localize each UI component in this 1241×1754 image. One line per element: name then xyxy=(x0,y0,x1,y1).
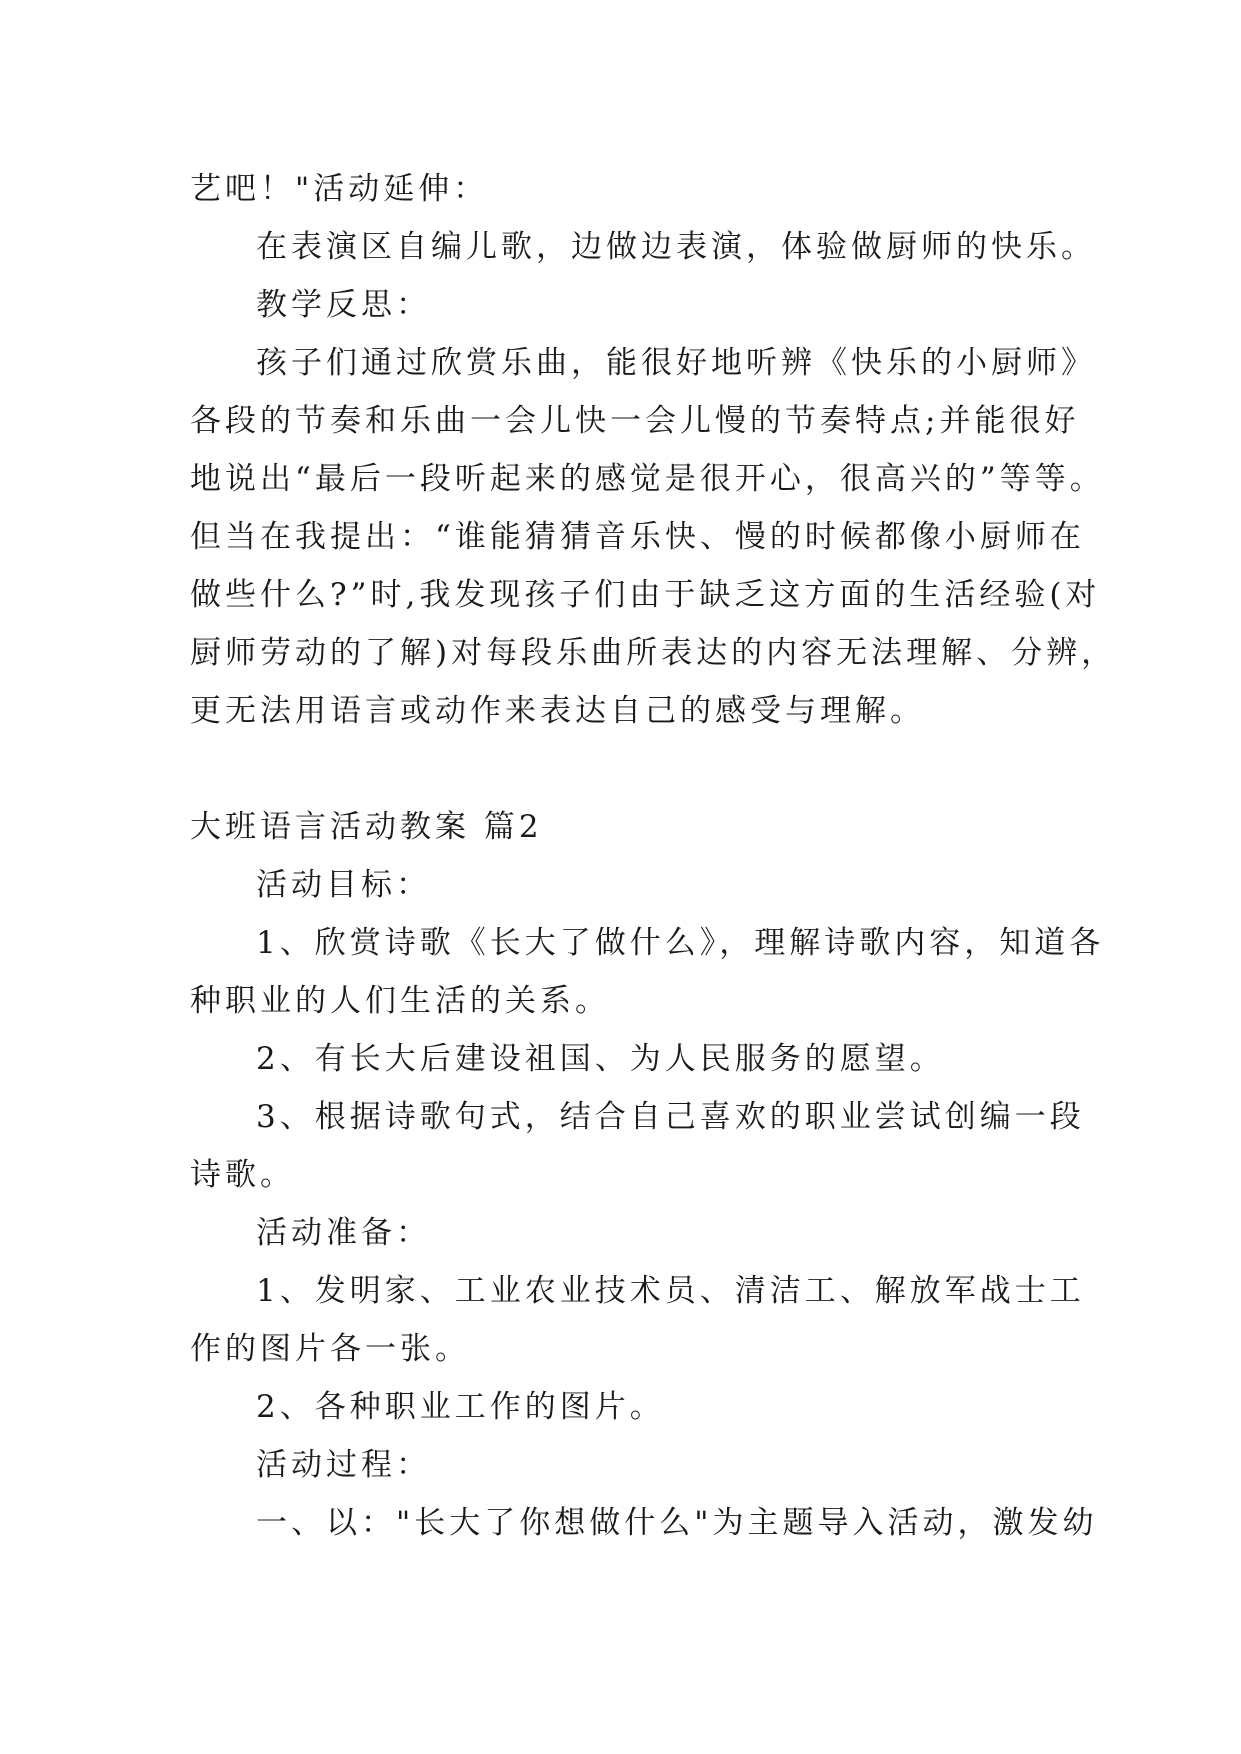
text-line: 作的图片各一张。 xyxy=(190,1331,470,1367)
text-line: 3、根据诗歌句式，结合自己喜欢的职业尝试创编一段 xyxy=(256,1099,1085,1135)
section-heading: 活动过程： xyxy=(256,1447,431,1483)
paragraph-gap xyxy=(190,740,1070,798)
text-line: 诗歌。 xyxy=(190,1157,295,1193)
text-line: 在表演区自编儿歌，边做边表演，体验做厨师的快乐。 xyxy=(256,229,1096,265)
section-heading: 活动目标： xyxy=(256,867,431,903)
text-line: 地说出“最后一段听起来的感觉是很开心，很高兴的”等等。 xyxy=(190,461,1105,497)
text-line: 艺吧！"活动延伸： xyxy=(190,171,489,207)
text-line: 厨师劳动的了解)对每段乐曲所表达的内容无法理解、分辨， xyxy=(190,635,1117,671)
text-line: 种职业的人们生活的关系。 xyxy=(190,983,610,1019)
article-title: 大班语言活动教案 篇2 xyxy=(190,809,543,845)
section-heading: 教学反思： xyxy=(256,287,431,323)
section-heading: 活动准备： xyxy=(256,1215,431,1251)
text-line: 2、各种职业工作的图片。 xyxy=(256,1389,665,1425)
document-body xyxy=(190,160,1117,1552)
text-line: 更无法用语言或动作来表达自己的感受与理解。 xyxy=(190,693,925,729)
text-line: 1、发明家、工业农业技术员、清洁工、解放军战士工 xyxy=(256,1273,1085,1309)
text-line: 一、以："长大了你想做什么"为主题导入活动，激发幼 xyxy=(256,1505,1098,1541)
text-line: 但当在我提出：“谁能猜猜音乐快、慢的时候都像小厨师在 xyxy=(190,519,1085,555)
text-line: 2、有长大后建设祖国、为人民服务的愿望。 xyxy=(256,1041,945,1077)
text-line: 1、欣赏诗歌《长大了做什么》，理解诗歌内容，知道各 xyxy=(256,925,1105,961)
text-line: 做些什么?”时,我发现孩子们由于缺乏这方面的生活经验(对 xyxy=(190,577,1101,613)
text-line: 各段的节奏和乐曲一会儿快一会儿慢的节奏特点;并能很好 xyxy=(190,403,1080,439)
text-line: 孩子们通过欣赏乐曲，能很好地听辨《快乐的小厨师》 xyxy=(256,345,1096,381)
